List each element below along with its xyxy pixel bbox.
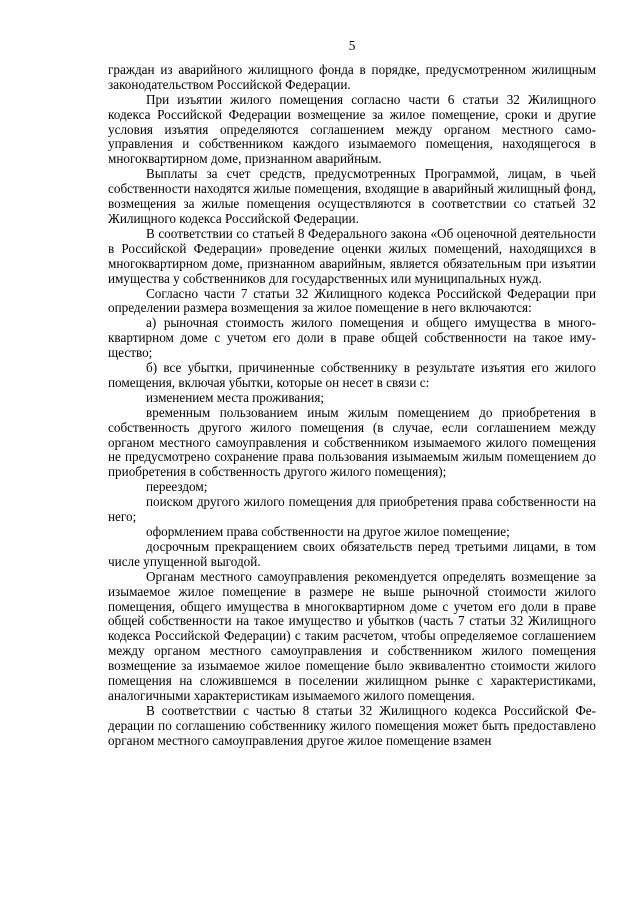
list-item-change-residence: изменением места проживания;: [146, 389, 325, 405]
list-item-moving: переездом;: [146, 479, 208, 495]
paragraph-expropriation-terms: При изъятии жилого помещения согласно части 6 статьи 32 Жилищного кодекса Российской Федерации возмещение за жилое помещение, сроки и другие условия изъятия определяются соглашением между органом местного самоуправления и собственником каждого изымаемого помещения, находящегося в многоквартирном доме, признанном аварийным.: [108, 91, 596, 167]
paragraph-continuation: граждан из аварийного жилищного фонда в порядке, предусмотренном жилищным законодательством Российской Федерации.: [108, 61, 596, 92]
list-item-temporary-use: временным пользованием иным жилым помещением до приобретения в собственность другого жилого помещения (в случае, если соглашением между органом местного самоуправления и собственником изымаемого жилого помещения не предусмотрено сохранение права пользования изымаемым жилым помещением до приобретения в собственность другого жилого помещения);: [108, 404, 596, 480]
paragraph-recommendation: Органам местного самоуправления рекомендуется определять возмещение за изымаемое жилое помещение в размере не выше рыночной стоимости жилого помещения, общего имущества в многоквартирном доме с учетом его доли в праве общей собственности на такое имущество и убытков (часть 7 статьи 32 Жилищного кодекса Российской Федерации) с таким расчетом, чтобы определяемое соглашением между органом местного самоуправления и собственником жилого помещения возмещение за изымаемое жилое помещение было эквивалентно стоимости жилого помещения на сложившемся в поселении жилищном рынке с характеристиками, аналогичными характеристикам изымаемого жилого помещения.: [108, 568, 596, 703]
page-number: 5: [348, 38, 356, 53]
list-item-market-value: а) рыночная стоимость жилого помещения и общего имущества в многоквартирном доме с учетом его доли в праве общей собственности на такое имущество;: [108, 315, 596, 361]
list-item-search: поиском другого жилого помещения для приобретения права собственности на него;: [108, 494, 596, 525]
paragraph-payments: Выплаты за счет средств, предусмотренных Программой, лицам, в чьей собственности находятся жилые помещения, входящие в аварийный жилищный фонд, возмещения за жилые помещения осуществляются в соответствии со статьей 32 Жилищного кодекса Российской Федерации.: [108, 166, 596, 226]
paragraph-compensation-includes: Согласно части 7 статьи 32 Жилищного кодекса Российской Федерации при определении размера возмещения за жилое помещение в него включаются:: [108, 285, 596, 316]
paragraph-valuation-law: В соответствии со статьей 8 Федерального закона «Об оценочной деятельности в Российской Федерации» проведение оценки жилых помещений, находящихся в многоквартирном доме, признанном аварийным, является обязательным при изъятии имущества у собственников для государственных или муниципальных нужд.: [108, 225, 596, 286]
list-item-early-termination: досрочным прекращением своих обязательств перед третьими лицами, в том числе упущенной выгодой.: [108, 538, 596, 569]
list-item-losses: б) все убытки, причиненные собственнику в результате изъятия его жилого помещения, включая убытки, которые он несет в связи с:: [108, 360, 596, 390]
list-item-registration: оформлением права собственности на другое жилое помещение;: [146, 524, 510, 539]
paragraph-alternative-housing: В соответствии с частью 8 статьи 32 Жилищного кодекса Российской Федерации по соглашению собственнику жилого помещения может быть предоставлено органом местного самоуправления другое жилое помещение взамен: [108, 702, 596, 748]
